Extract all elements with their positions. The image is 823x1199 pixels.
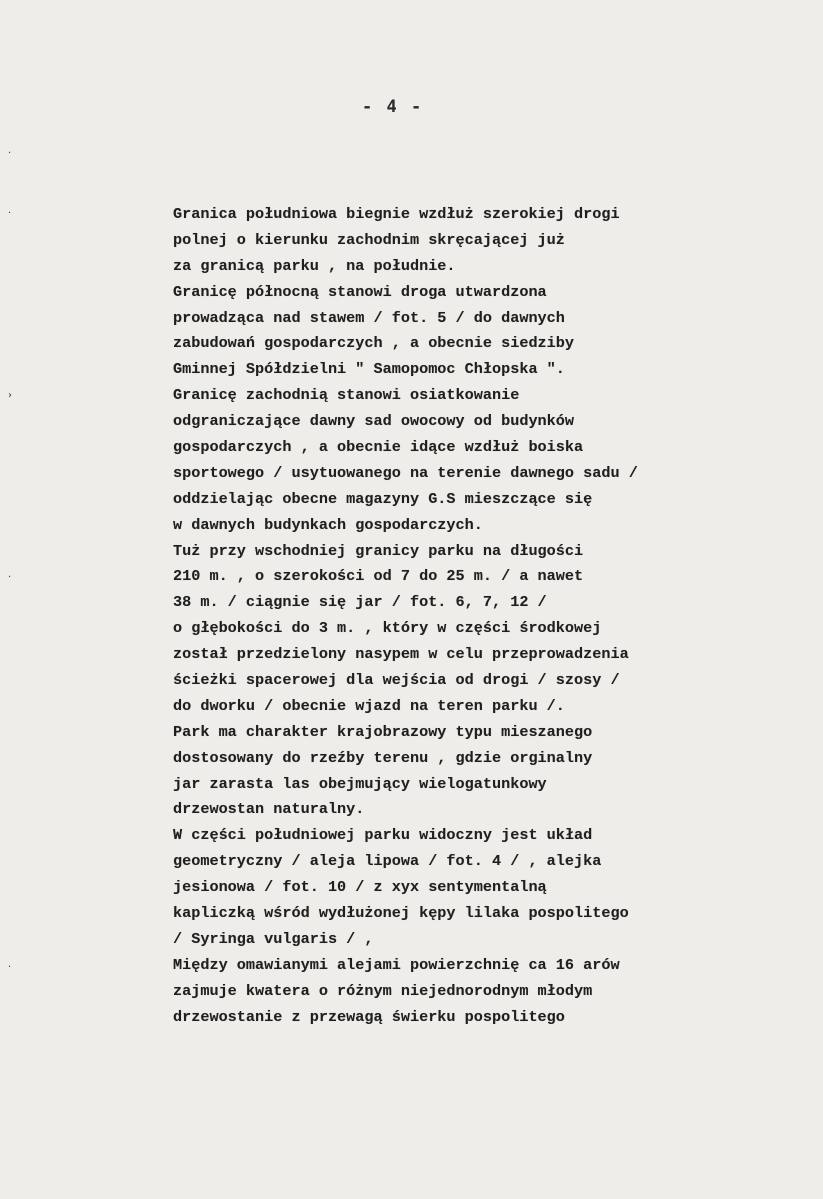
margin-mark: · bbox=[8, 208, 12, 219]
text-line: drzewostan naturalny. bbox=[173, 800, 365, 819]
text-line: / Syringa vulgaris / , bbox=[173, 929, 374, 948]
text-line: W części południowej parku widoczny jest układ bbox=[173, 826, 593, 845]
body-text bbox=[173, 202, 733, 1031]
text-line: drzewostanie z przewagą świerku pospolitego bbox=[173, 1007, 565, 1026]
text-line: Gminnej Spółdzielni " Samopomoc Chłopska ". bbox=[173, 360, 565, 379]
margin-mark: · bbox=[8, 962, 12, 973]
text-line: ścieżki spacerowej dla wejścia od drogi / szosy / bbox=[173, 671, 620, 690]
text-line: polnej o kierunku zachodnim skręcającej już bbox=[173, 230, 565, 249]
margin-mark: · bbox=[8, 572, 12, 583]
margin-mark: › bbox=[8, 390, 12, 401]
text-line: Granicę północną stanowi droga utwardzona bbox=[173, 282, 547, 301]
text-line: został przedzielony nasypem w celu przeprowadzenia bbox=[173, 645, 629, 664]
text-line: geometryczny / aleja lipowa / fot. 4 / , alejka bbox=[173, 852, 602, 871]
text-line: 210 m. , o szerokości od 7 do 25 m. / a nawet bbox=[173, 567, 584, 586]
text-line: sportowego / usytuowanego na terenie dawnego sadu / bbox=[173, 463, 638, 482]
text-line: do dworku / obecnie wjazd na teren parku /. bbox=[173, 696, 565, 715]
text-line: Tuż przy wschodniej granicy parku na długości bbox=[173, 541, 584, 560]
text-line: jesionowa / fot. 10 / z xyx sentymentalną bbox=[173, 878, 547, 897]
text-line: za granicą parku , na południe. bbox=[173, 256, 456, 275]
text-line: 38 m. / ciągnie się jar / fot. 6, 7, 12 / bbox=[173, 593, 547, 612]
text-line: prowadząca nad stawem / fot. 5 / do dawnych bbox=[173, 308, 565, 327]
text-line: odgraniczające dawny sad owocowy od budynków bbox=[173, 412, 575, 431]
margin-mark: · bbox=[8, 148, 12, 159]
text-line: o głębokości do 3 m. , który w części środkowej bbox=[173, 619, 602, 638]
text-line: zabudowań gospodarczych , a obecnie siedziby bbox=[173, 334, 575, 353]
text-line: zajmuje kwatera o różnym niejednorodnym młodym bbox=[173, 981, 593, 1000]
text-line: jar zarasta las obejmujący wielogatunkowy bbox=[173, 774, 547, 793]
page-number: - 4 - bbox=[362, 97, 424, 117]
text-line: Między omawianymi alejami powierzchnię ca 16 arów bbox=[173, 955, 620, 974]
text-line: Granica południowa biegnie wzdłuż szerokiej drogi bbox=[173, 205, 620, 223]
text-line: Granicę zachodnią stanowi osiatkowanie bbox=[173, 386, 520, 405]
text-line: dostosowany do rzeźby terenu , gdzie orginalny bbox=[173, 748, 593, 767]
text-line: Park ma charakter krajobrazowy typu mieszanego bbox=[173, 722, 593, 741]
text-line: gospodarczych , a obecnie idące wzdłuż boiska bbox=[173, 438, 584, 457]
text-line: oddzielając obecne magazyny G.S mieszczące się bbox=[173, 489, 593, 508]
text-line: w dawnych budynkach gospodarczych. bbox=[173, 515, 483, 534]
text-line: kapliczką wśród wydłużonej kępy lilaka pospolitego bbox=[173, 904, 629, 923]
